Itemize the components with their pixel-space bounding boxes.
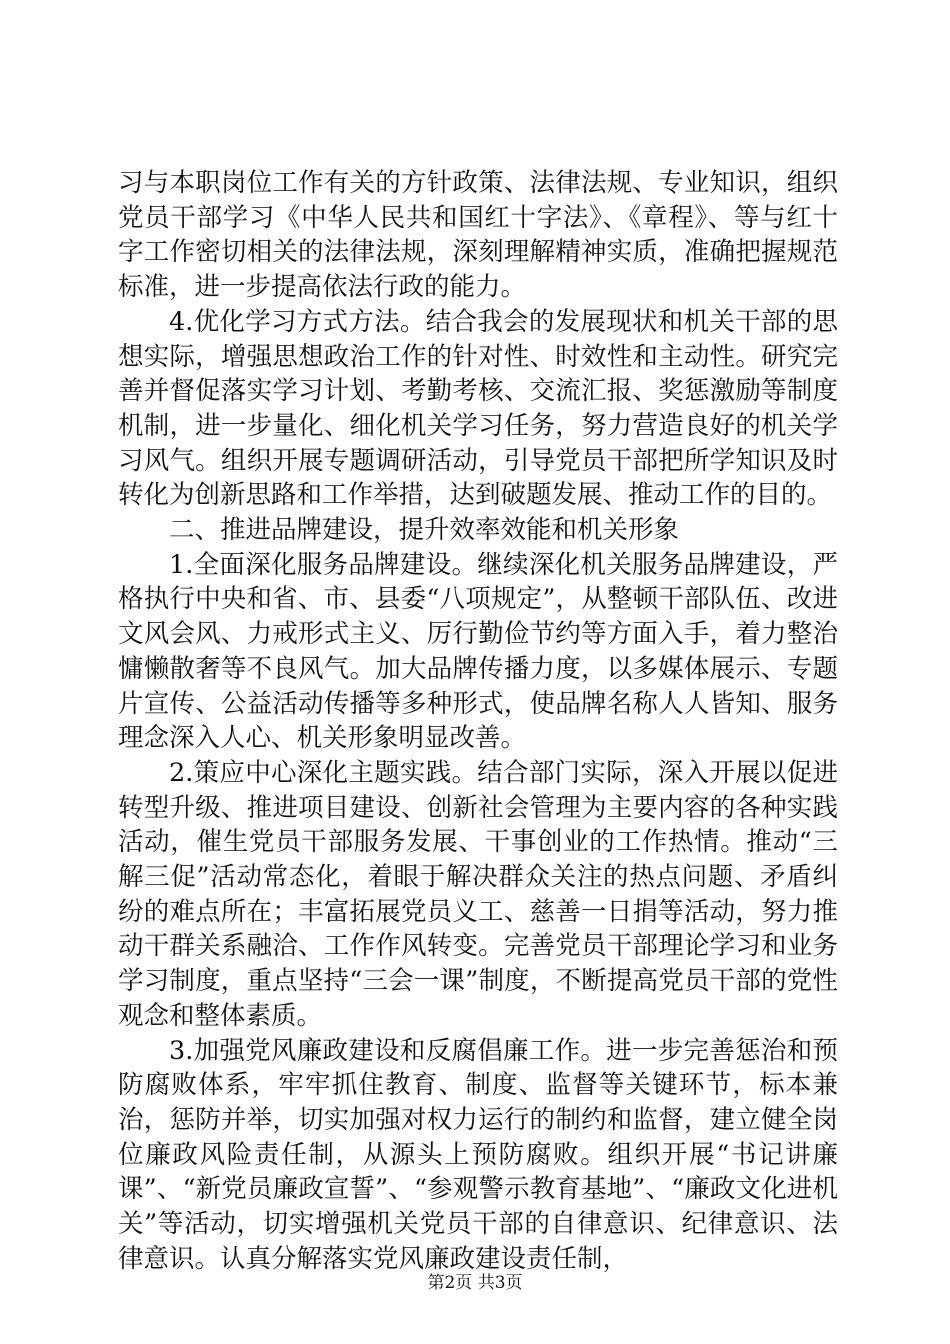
section-heading-2: 二、推进品牌建设，提升效率效能和机关形象: [169, 515, 680, 546]
document-body: [118, 166, 838, 1277]
page-footer: 第2页 共3页: [427, 1273, 523, 1293]
paragraph-item-1: 1.全面深化服务品牌建设。继续深化机关服务品牌建设，严格执行中央和省、市、县委“八项规定”，从整顿干部队伍、改进文风会风、力戒形式主义、厉行勤俭节约等方面入手，着力整治慵懒散奢等不良风气。加大品牌传播力度，以多媒体展示、专题片宣传、公益活动传播等多种形式，使品牌名称人人皆知、服务理念深入人心、机关形象明显改善。: [118, 549, 838, 754]
paragraph-item-3: 3.加强党风廉政建设和反腐倡廉工作。进一步完善惩治和预防腐败体系，牢牢抓住教育、制度、监督等关键环节，标本兼治，惩防并举，切实加强对权力运行的制约和监督，建立健全岗位廉政风险责任制，从源头上预防腐败。组织开展“书记讲廉课”、“新党员廉政宣誓”、“参观警示教育基地”、“廉政文化进机关”等活动，切实增强机关党员干部的自律意识、纪律意识、法律意识。认真分解落实党风廉政建设责任制，: [118, 1035, 838, 1274]
paragraph-continued: 习与本职岗位工作有关的方针政策、法律法规、专业知识，组织党员干部学习《中华人民共和国红十字法》、《章程》、等与红十字工作密切相关的法律法规，深刻理解精神实质，准确把握规范标准，进一步提高依法行政的能力。: [118, 168, 838, 303]
paragraph-item-2: 2.策应中心深化主题实践。结合部门实际，深入开展以促进转型升级、推进项目建设、创新社会管理为主要内容的各种实践活动，催生党员干部服务发展、干事创业的工作热情。推动“三解三促”活动常态化，着眼于解决群众关注的热点问题、矛盾纠纷的难点所在；丰富拓展党员义工、慈善一日捐等活动，努力推动干群关系融洽、工作作风转变。完善党员干部理论学习和业务学习制度，重点坚持“三会一课”制度，不断提高党员干部的党性观念和整体素质。: [118, 757, 838, 1031]
paragraph-item-4: 4.优化学习方式方法。结合我会的发展现状和机关干部的思想实际，增强思想政治工作的针对性、时效性和主动性。研究完善并督促落实学习计划、考勤考核、交流汇报、奖惩激励等制度机制，进一步量化、细化机关学习任务，努力营造良好的机关学习风气。组织开展专题调研活动，引导党员干部把所学知识及时转化为创新思路和工作举措，达到破题发展、推动工作的目的。: [118, 306, 838, 511]
